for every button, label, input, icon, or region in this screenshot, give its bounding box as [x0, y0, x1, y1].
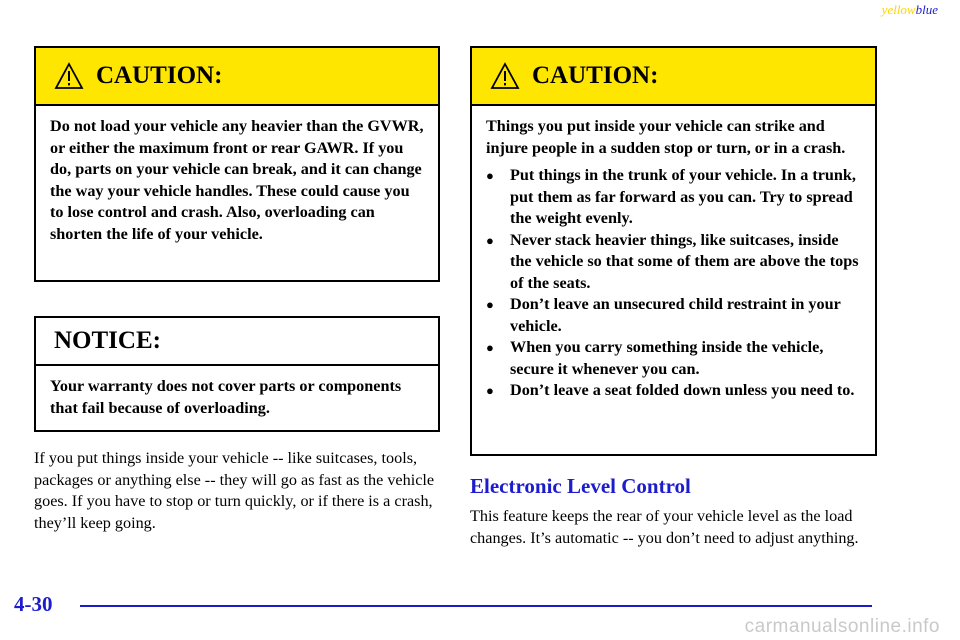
- watermark: carmanualsonline.info: [744, 616, 940, 637]
- bullet-item: ● When you carry something inside the vehicle, secure it whenever you can.: [486, 337, 861, 380]
- color-tag-blue: blue: [915, 2, 938, 17]
- notice-title: NOTICE:: [54, 327, 161, 354]
- notice-box: [34, 316, 440, 432]
- color-tag-yellow: yellow: [881, 2, 916, 17]
- section-heading: Electronic Level Control: [470, 474, 691, 498]
- caution-title: CAUTION:: [96, 62, 223, 89]
- caution-title: CAUTION:: [532, 62, 659, 89]
- color-tag: [882, 2, 938, 18]
- notice-header: [36, 318, 438, 366]
- caution-box-cargo: [470, 46, 877, 456]
- bullet-item: ● Don’t leave a seat folded down unless you need to.: [486, 380, 861, 402]
- bullet-item: ● Never stack heavier things, like suitcases, inside the vehicle so that some of them are above the tops of the seats.: [486, 230, 861, 295]
- warning-triangle-icon: [490, 62, 520, 90]
- caution-text: Do not load your vehicle any heavier than the GVWR, or either the maximum front or rear GAWR. If you do, parts on your vehicle can break, and it can change the way your vehicle handles. These could cause you to lose control and crash. Also, overloading can shorten the life of your vehicle.: [50, 117, 424, 243]
- body-paragraph-cargo: If you put things inside your vehicle -- like suitcases, tools, packages or anything else -- they will go as fast as the vehicle goes. If you have to stop or turn quickly, or if there is a crash, they’ll keep going.: [34, 449, 435, 532]
- page-number: 4-30: [14, 592, 53, 616]
- section-paragraph: This feature keeps the rear of your vehicle level as the load changes. It’s automatic -- you don’t need to adjust anything.: [470, 507, 859, 547]
- caution-header: [36, 48, 438, 106]
- bullet-item: ● Don’t leave an unsecured child restraint in your vehicle.: [486, 294, 861, 337]
- caution-body: [472, 106, 875, 402]
- bullet-item: ● Put things in the trunk of your vehicle. In a trunk, put them as far forward as you can. Try to spread the weight evenly.: [486, 165, 861, 230]
- caution-bullet-list: [486, 165, 861, 402]
- warning-triangle-icon: [54, 62, 84, 90]
- footer-rule: [80, 605, 872, 607]
- notice-text: Your warranty does not cover parts or components that fail because of overloading.: [50, 377, 402, 417]
- caution-header: [472, 48, 875, 106]
- caution-intro: Things you put inside your vehicle can strike and injure people in a sudden stop or turn, or in a crash.: [486, 117, 846, 157]
- caution-box-overloading: [34, 46, 440, 282]
